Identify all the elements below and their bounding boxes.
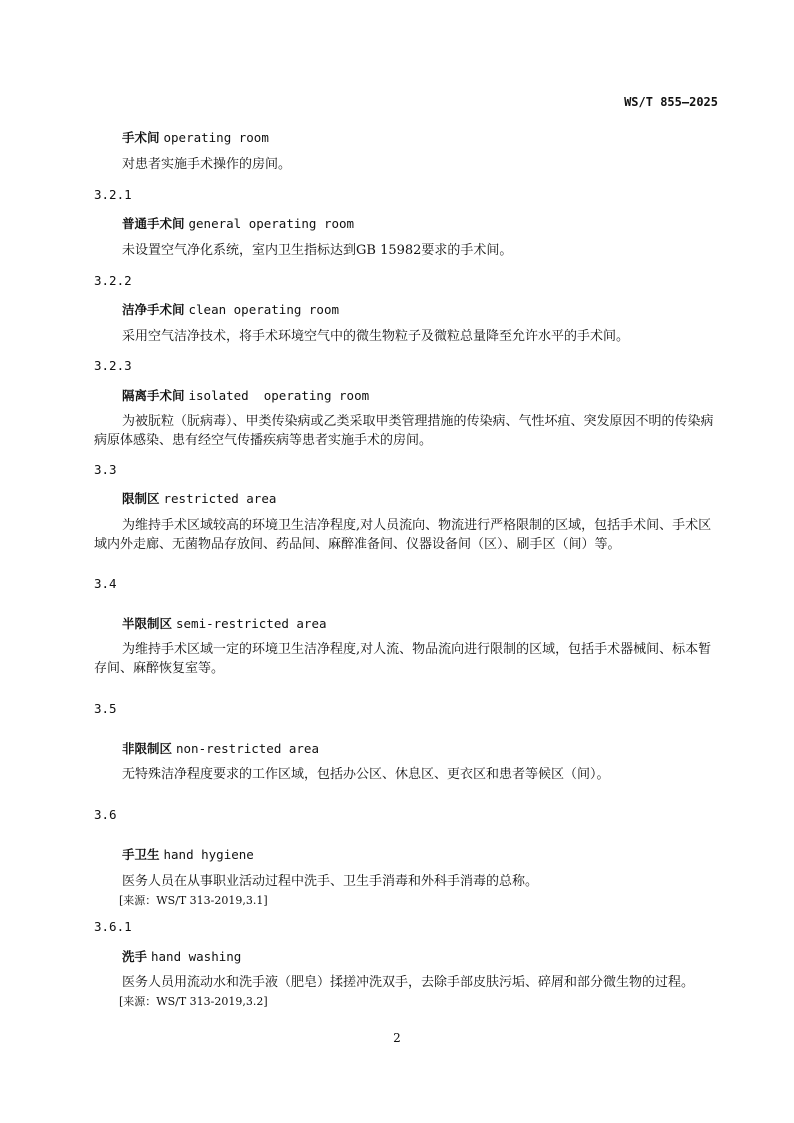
term-cn: 洁净手术间 [122, 302, 185, 317]
term-heading [122, 845, 254, 863]
term-heading [122, 739, 319, 757]
clause-number: 3.6.1 [94, 919, 132, 934]
term-heading [122, 214, 354, 232]
term-heading [122, 128, 269, 146]
term-en: operating room [163, 130, 269, 145]
term-heading [122, 489, 276, 507]
term-en: general operating room [188, 216, 355, 231]
term-cn: 手术间 [122, 130, 160, 145]
term-cn: 隔离手术间 [122, 388, 185, 403]
source-citation: [来源：WS/T 313-2019,3.1] [119, 894, 268, 907]
term-en: semi-restricted area [176, 616, 327, 631]
term-cn: 非限制区 [122, 741, 173, 756]
term-heading [122, 300, 339, 318]
term-definition: 医务人员在从事职业活动过程中洗手、卫生手消毒和外科手消毒的总称。 [122, 874, 539, 889]
term-definition: 医务人员用流动水和洗手液（肥皂）揉搓冲洗双手，去除手部皮肤污垢、碎屑和部分微生物的过程。 [122, 975, 695, 990]
term-cn: 普通手术间 [122, 216, 185, 231]
term-cn: 限制区 [122, 491, 160, 506]
clause-number: 3.2.3 [94, 358, 132, 373]
term-en: clean operating room [188, 302, 340, 317]
term-definition: 无特殊洁净程度要求的工作区域，包括办公区、休息区、更衣区和患者等候区（间）。 [122, 767, 610, 782]
term-cn: 手卫生 [122, 847, 160, 862]
term-heading [122, 947, 241, 965]
clause-number: 3.2.2 [94, 273, 132, 288]
term-definition: 为维持手术区域较高的环境卫生洁净程度,对人员流向、物流进行严格限制的区域，包括手术间、手术区域内外走廊、无菌物品存放间、药品间、麻醉准备间、仪器设备间（区）、刷手区（间）等。 [94, 518, 712, 552]
standard-code: WS/T 855—2025 [624, 95, 718, 109]
term-en: non-restricted area [176, 741, 319, 756]
page-number: 2 [393, 1031, 401, 1045]
term-en: isolated operating room [188, 388, 370, 403]
clause-number: 3.4 [94, 576, 117, 591]
term-heading [122, 614, 327, 632]
source-citation: [来源：WS/T 313-2019,3.2] [119, 995, 268, 1008]
term-cn: 半限制区 [122, 616, 173, 631]
term-en: hand washing [151, 949, 242, 964]
term-definition: 为被朊粒（朊病毒）、甲类传染病或乙类采取甲类管理措施的传染病、气性坏疽、突发原因不明的传染病病原体感染、患有经空气传播疾病等患者实施手术的房间。 [94, 414, 714, 448]
clause-number: 3.5 [94, 701, 117, 716]
term-cn: 洗手 [122, 949, 148, 964]
term-definition: 采用空气洁净技术，将手术环境空气中的微生物粒子及微粒总量降至允许水平的手术间。 [122, 329, 630, 344]
term-en: hand hygiene [163, 847, 254, 862]
clause-number: 3.6 [94, 807, 117, 822]
term-en: restricted area [163, 491, 277, 506]
term-definition: 为维持手术区域一定的环境卫生洁净程度,对人流、物品流向进行限制的区域，包括手术器械间、标本暂存间、麻醉恢复室等。 [94, 642, 712, 676]
term-definition: 未设置空气净化系统，室内卫生指标达到GB 15982要求的手术间。 [122, 243, 513, 258]
clause-number: 3.2.1 [94, 187, 132, 202]
clause-number: 3.3 [94, 462, 117, 477]
term-heading [122, 386, 369, 404]
term-definition: 对患者实施手术操作的房间。 [122, 157, 292, 172]
